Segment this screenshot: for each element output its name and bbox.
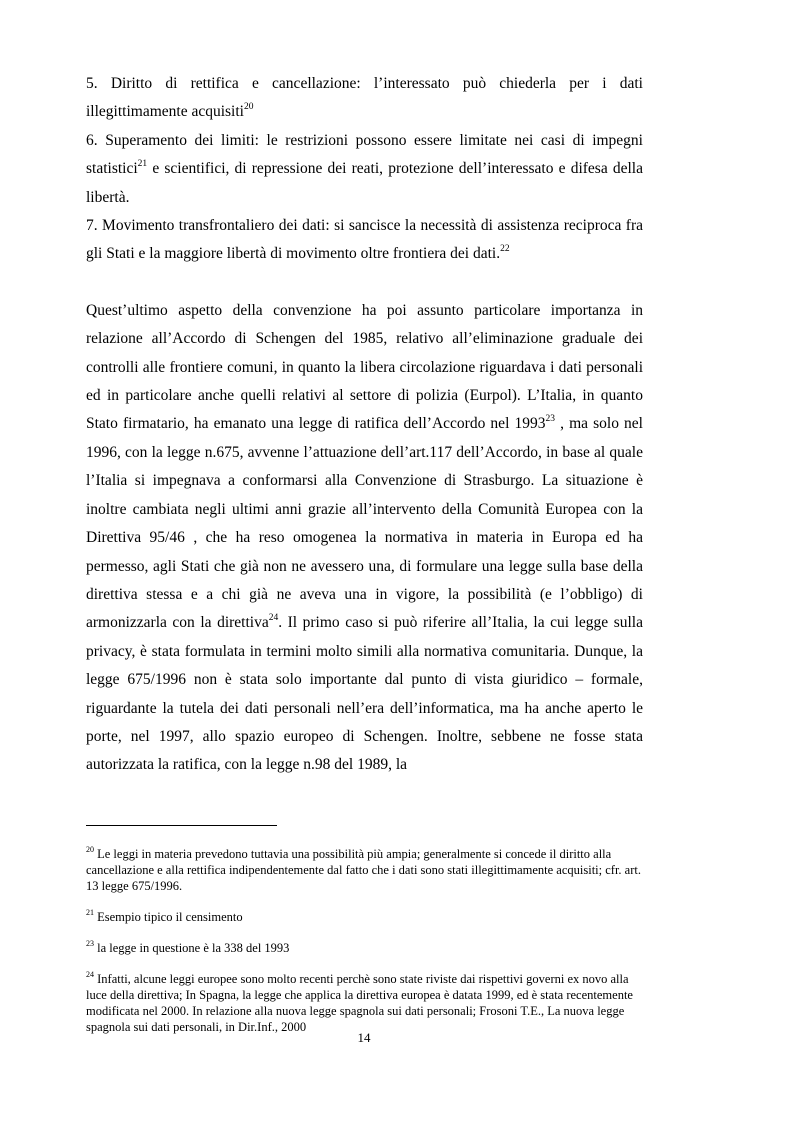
list-item-5: 5. Diritto di rettifica e cancellazione: l’interessato può chiederla per i dati illegittimamente acquisiti$^{20}$ [86,75,643,121]
footnote-ref-21[interactable]: 21 [137,159,148,170]
footnote-ref-22[interactable]: 22 [500,244,510,255]
main-text [86,70,643,780]
footnote-ref-20[interactable]: 20 [243,102,254,113]
list-item-6: 6. Superamento dei limiti: le restrizioni possono essere limitate nei casi di impegni statistici$^{21}$ e scientifici, di repressione dei reati, protezione dell’interessato e difesa della libertà. [86,131,643,206]
footnote-21: $^{21}$ Esempio tipico il censimento [86,907,243,924]
footnote-23: $^{23}$ la legge in questione è la 338 del 1993 [86,939,290,956]
footnotes [86,844,643,1051]
footnote-ref-23[interactable]: 23 [545,414,555,425]
body-paragraph: Quest’ultimo aspetto della convenzione ha poi assunto particolare importanza in relazione all’Accordo di Schengen del 1985, relativo all’eliminazione graduale dei controlli alle frontiere comuni, in quanto la libera circolazione riguardava i dati personali ed in particolare anche quelli relativi al settore di polizia (Eurpol). L’Italia, in quanto Stato firmatario, ha emanato una legge di ratifica dell’Accordo nel 1993$^{23}$ , ma solo nel 1996, con la legge n.675, avvenne l’attuazione dell’art.117 dell’Accordo, in base al quale l’Italia si impegnava a conformarsi alla Convenzione di Strasburgo. La situazione è inoltre cambiata negli ultimi anni grazie all’intervento della Comunità Europea con la Direttiva 95/46 , che ha reso omogenea la normativa in materia in Europa ed ha permesso, agli Stati che già non ne avessero una, di formulare una legge sulla base della direttiva stessa e a chi già ne aveva una in vigore, la possibilità (e l’obbligo) di armonizzarla con la direttiva$^{24}$. Il primo caso si può riferire all’Italia, la cui legge sulla privacy, è stata formulata in termini molto simili alla normativa comunitaria. Dunque, la legge 675/1996 non è stata solo importante dal punto di vista giuridico – formale, riguardante la tutela dei dati personali nell’era dell’informatica, ma ha anche aperto le porte, nel 1997, allo spazio europeo di Schengen. Inoltre, sebbene ne fosse stata autorizzata la ratifica, con la legge n.98 del 1989, la [86,301,643,774]
footnote-separator [86,825,277,826]
paragraph-gap [86,269,643,297]
footnote-20: $^{20}$ Le leggi in materia prevedono tuttavia una possibilità più ampia; generalmente si concede il diritto alla cancellazione e alla rettifica indipendentemente dal fatto che i dati sono stati illegittimamente acquisiti; cfr. art. 13 legge 675/1996. [86,844,641,893]
footnote-ref-24[interactable]: 24 [268,613,279,624]
footnote-24: $^{24}$ Infatti, alcune leggi europee sono molto recenti perchè sono state riviste dai rispettivi governi ex novo alla luce della direttiva; In Spagna, la legge che applica la direttiva europea è datata 1999, ed è stata recentemente modificata nel 2000. In relazione alla nuova legge spagnola sui dati personali; Frosoni T.E., La nuova legge spagnola sui dati personali, in Dir.Inf., 2000 [86,970,633,1034]
list-item-7: 7. Movimento transfrontaliero dei dati: si sancisce la necessità di assistenza reciproca fra gli Stati e la maggiore libertà di movimento oltre frontiera dei dati.$^{22}$ [86,217,643,263]
page-number: 14 [357,1030,371,1045]
